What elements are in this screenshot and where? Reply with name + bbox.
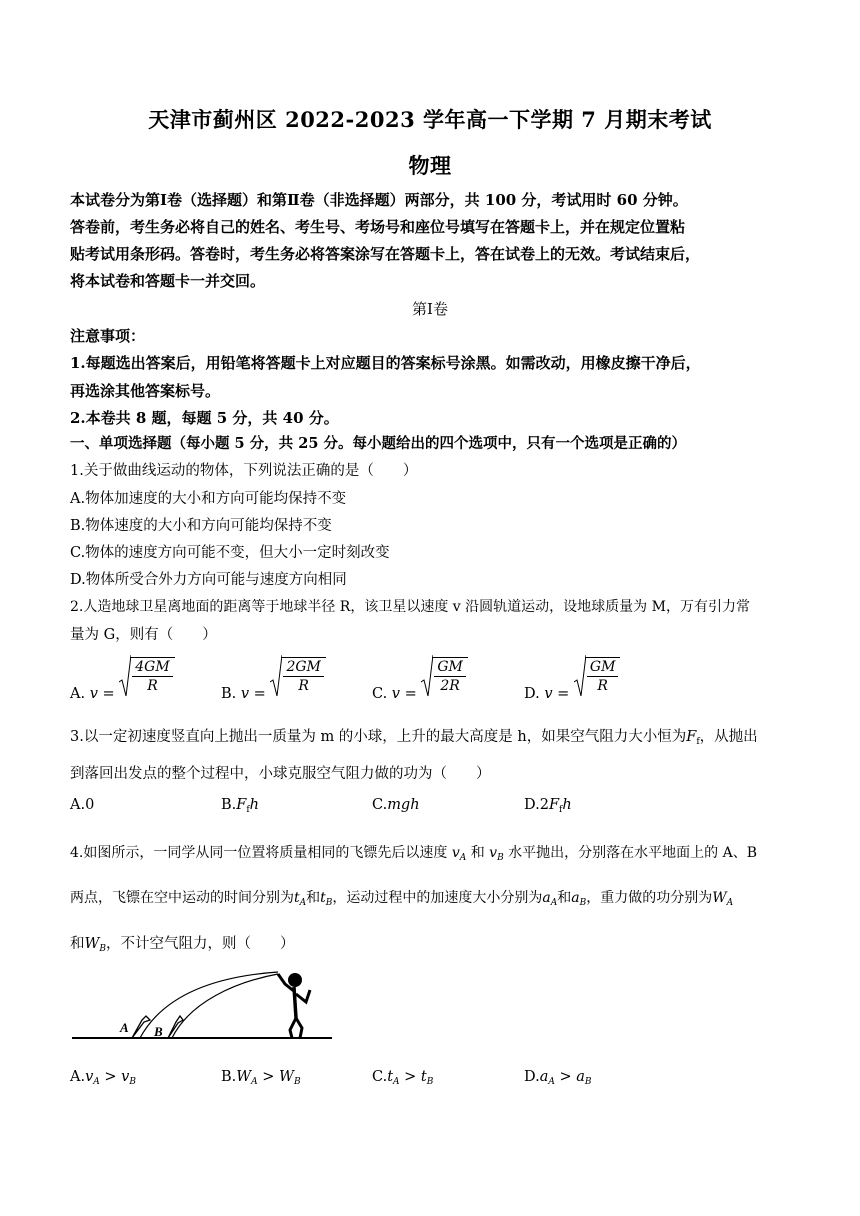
q4-sub-B: B	[293, 1077, 301, 1087]
q2-option-a-den: R	[147, 678, 158, 694]
intro-line-3: 贴考试用条形码。答卷时，考生务必将答案涂写在答题卡上，答在试卷上的无效。考试结束后，	[70, 245, 701, 263]
q2-option-b-label: B.	[221, 686, 237, 702]
q4-option-c-op: >	[404, 1069, 417, 1085]
sqrt-symbol	[421, 654, 468, 698]
q4-sub-A: A	[299, 898, 307, 908]
q1-stem: 1.关于做曲线运动的物体，下列说法正确的是（ ）	[70, 463, 418, 479]
q3-option-a	[70, 797, 94, 813]
q3-option-d-label: D.	[524, 797, 540, 813]
q4-sub-A: A	[393, 1077, 400, 1087]
q4-option-c	[372, 1069, 433, 1087]
q2-option-a-var: v =	[89, 686, 115, 702]
q3-option-a-text: 0	[85, 797, 95, 813]
q4-stem-text-a: 4.如图所示，一同学从同一位置将质量相同的飞镖先后以速度	[70, 845, 448, 861]
q4-sub-B: B	[584, 1077, 592, 1087]
q4-sym-tA: t	[294, 890, 300, 906]
q4-sub-A: A	[550, 898, 558, 908]
q2-option-b-den: R	[298, 678, 309, 694]
q4-option-a-op: >	[104, 1069, 117, 1085]
notes-item-2: 2.本卷共 8 题，每题 5 分，共 40 分。	[70, 409, 339, 427]
q4-sub-B: B	[579, 898, 587, 908]
q4-sub-A: A	[459, 853, 467, 863]
q3-option-d-tail: h	[562, 797, 572, 813]
q4-stem-text-3a: 和	[70, 936, 85, 952]
notes-heading: 注意事项：	[70, 327, 146, 345]
q2-option-c-num: GM	[434, 658, 466, 677]
q3-stem-text-a: 3.以一定初速度竖直向上抛出一质量为 m 的小球，上升的最大高度是 h，如果空气阻力大小恒为	[70, 729, 687, 745]
q3-force-symbol: F	[686, 729, 697, 745]
q4-sym-vA: v	[451, 845, 460, 861]
q2-option-a-num: 4GM	[132, 658, 172, 677]
q1-option-c: C.物体的速度方向可能不变，但大小一定时刻改变	[70, 545, 390, 561]
q3-option-c	[372, 797, 420, 813]
q4-sym-vB: v	[489, 845, 498, 861]
q4-stem-text-3b: ，不计空气阻力，则（ ）	[106, 936, 295, 952]
q2-option-d-den: R	[597, 678, 608, 694]
subject-title: 物理	[408, 153, 452, 178]
q3-stem-text-b: ，从抛出	[699, 729, 758, 745]
q4-option-b-op: >	[262, 1069, 275, 1085]
q2-option-a-label: A.	[70, 686, 86, 702]
q3-option-a-label: A.	[70, 797, 86, 813]
q4-stem-line-3	[70, 932, 800, 954]
q4-option-b-right: W	[279, 1069, 294, 1085]
q2-option-d-num: GM	[587, 658, 619, 677]
q4-sym-tB: t	[320, 890, 326, 906]
q4-sub-A: A	[93, 1077, 100, 1087]
q4-option-b-label: B.	[221, 1069, 237, 1085]
q2-stem-line-1: 2.人造地球卫星离地面的距离等于地球半径 R，该卫星以速度 v 沿圆轨道运动，设地球质量为 M，万有引力常	[70, 599, 750, 615]
q4-stem-text-2e: ，重力做的功分别为	[586, 890, 713, 906]
sqrt-symbol	[119, 654, 174, 698]
q4-option-b	[221, 1069, 301, 1087]
q4-stem-text-c: 水平抛出，分别落在水平地面上的 A、B	[508, 845, 757, 861]
q4-option-c-right: t	[420, 1069, 427, 1085]
q4-sym-aA: a	[542, 890, 551, 906]
q4-dart-figure	[70, 962, 340, 1046]
q4-stem-text-2d: 和	[557, 890, 572, 906]
q4-sub-B: B	[497, 853, 504, 863]
q2-option-c-var: v =	[391, 686, 417, 702]
q3-option-c-label: C.	[372, 797, 388, 813]
notes-item-1: 1.每题选出答案后，用铅笔将答题卡上对应题目的答案标号涂黑。如需改动，用橡皮擦干净后，	[70, 354, 701, 372]
q4-sub-B: B	[426, 1077, 434, 1087]
q3-stem-line-1	[70, 725, 800, 747]
q4-stem-text-2a: 两点，飞镖在空中运动的时间分别为	[70, 890, 294, 906]
q2-option-a	[70, 654, 175, 702]
q4-option-d-label: D.	[524, 1069, 540, 1085]
q1-option-a: A.物体加速度的大小和方向可能均保持不变	[70, 491, 347, 507]
point-b-label: B	[154, 1024, 163, 1039]
q4-sub-A: A	[251, 1077, 258, 1087]
q4-option-d-right: a	[576, 1069, 585, 1085]
q3-option-b-label: B.	[221, 797, 237, 813]
q4-option-c-left: t	[387, 1069, 394, 1085]
q4-sub-B: B	[129, 1077, 136, 1087]
q3-stem-line-2: 到落回出发点的整个过程中，小球克服空气阻力做的功为（ ）	[70, 766, 491, 782]
q4-stem-text-2c: ，运动过程中的加速度大小分别为	[332, 890, 543, 906]
intro-line-4: 将本试卷和答题卡一并交回。	[70, 272, 266, 290]
q2-option-b-var: v =	[240, 686, 266, 702]
q3-option-d-pre: 2	[539, 797, 549, 813]
q3-option-d-text: F	[548, 797, 560, 813]
q4-option-a-left: v	[85, 1069, 94, 1085]
q2-option-c-label: C.	[372, 686, 388, 702]
q3-option-b-tail: h	[249, 797, 260, 813]
q2-stem-line-2: 量为 G，则有（ ）	[70, 627, 217, 643]
q4-stem-line-1	[70, 842, 800, 863]
q3-option-b	[221, 797, 259, 815]
q3-option-d	[524, 797, 572, 815]
q4-option-a-right: v	[121, 1069, 130, 1085]
sqrt-symbol	[574, 654, 621, 698]
q2-option-d	[524, 654, 620, 702]
q4-sub-B: B	[325, 898, 333, 908]
point-a-label: A	[120, 1020, 129, 1035]
q4-option-a-label: A.	[70, 1069, 86, 1085]
q3-option-b-text: F	[236, 797, 247, 813]
q4-sub-B: B	[99, 944, 107, 954]
q2-option-b	[221, 654, 326, 702]
q4-option-d-left: a	[539, 1069, 549, 1085]
intro-line-1: 本试卷分为第Ⅰ卷（选择题）和第Ⅱ卷（非选择题）两部分，共 100 分，考试用时 60 分钟。	[70, 191, 688, 209]
notes-item-1-cont: 再选涂其他答案标号。	[70, 382, 221, 400]
q2-option-d-label: D.	[524, 686, 540, 702]
q2-option-c-den: 2R	[440, 678, 460, 694]
q4-sym-WA: W	[712, 890, 727, 906]
q3-option-b-sub: f	[246, 805, 250, 815]
q4-stem-text-2b: 和	[306, 890, 321, 906]
q4-sub-A: A	[726, 898, 734, 908]
q4-stem-line-2	[70, 887, 800, 908]
q4-option-b-left: W	[236, 1069, 252, 1085]
q1-option-d: D.物体所受合外力方向可能与速度方向相同	[70, 572, 347, 588]
q4-option-c-label: C.	[372, 1069, 388, 1085]
q4-option-d-op: >	[559, 1069, 572, 1085]
q2-option-c	[372, 654, 468, 702]
q3-option-c-text: mgh	[387, 797, 420, 813]
sqrt-symbol	[270, 654, 325, 698]
q4-stem-text-b: 和	[470, 845, 485, 861]
q4-sym-aB: a	[571, 890, 580, 906]
q1-option-b: B.物体速度的大小和方向可能均保持不变	[70, 518, 332, 534]
intro-line-2: 答卷前，考生务必将自己的姓名、考生号、考场号和座位号填写在答题卡上，并在规定位置粘	[70, 218, 686, 236]
section-heading: 一、单项选择题（每小题 5 分，共 25 分。每小题给出的四个选项中，只有一个选项是正确的）	[70, 435, 686, 452]
q2-option-d-var: v =	[544, 686, 570, 702]
q4-sub-A: A	[548, 1077, 555, 1087]
exam-title: 天津市蓟州区 2022-2023 学年高一下学期 7 月期末考试	[148, 107, 712, 132]
q2-option-b-num: 2GM	[283, 658, 323, 677]
q4-sym-WB: W	[84, 936, 100, 952]
q4-option-d	[524, 1069, 592, 1087]
volume-label: 第Ⅰ卷	[412, 300, 448, 318]
q3-force-subscript: f	[696, 737, 700, 747]
q3-option-d-sub: f	[559, 805, 563, 815]
q4-option-a	[70, 1069, 136, 1087]
